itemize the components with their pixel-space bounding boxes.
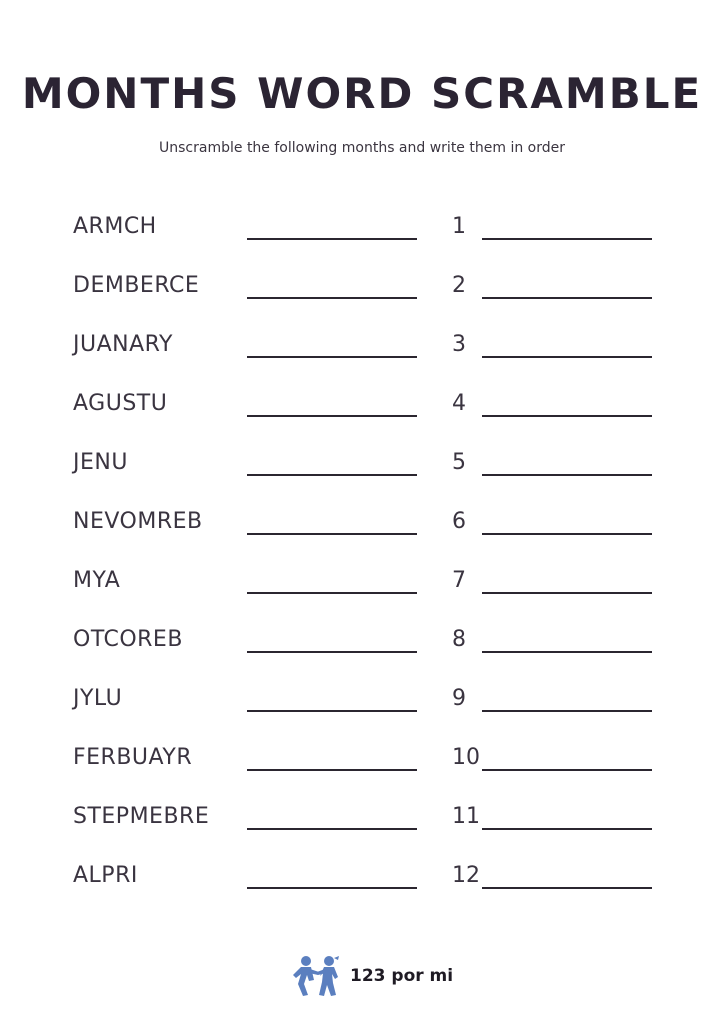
- unscramble-answer-line[interactable]: [247, 828, 417, 830]
- scramble-row: [0, 503, 724, 562]
- scramble-row: [0, 208, 724, 267]
- unscramble-answer-line[interactable]: [247, 297, 417, 299]
- order-answer-line[interactable]: [482, 710, 652, 712]
- unscramble-answer-line[interactable]: [247, 592, 417, 594]
- two-children-running-icon: [292, 954, 344, 998]
- order-number: 3: [452, 332, 466, 357]
- scrambled-word: JYLU: [73, 686, 123, 711]
- unscramble-answer-line[interactable]: [247, 769, 417, 771]
- scrambled-word: JUANARY: [73, 332, 173, 357]
- order-answer-line[interactable]: [482, 238, 652, 240]
- unscramble-answer-line[interactable]: [247, 887, 417, 889]
- page-subtitle: Unscramble the following months and write them in order: [159, 140, 565, 156]
- order-answer-line[interactable]: [482, 828, 652, 830]
- scrambled-word: JENU: [73, 450, 128, 475]
- scramble-row: [0, 385, 724, 444]
- order-answer-line[interactable]: [482, 533, 652, 535]
- page-title: MONTHS WORD SCRAMBLE: [21, 69, 703, 118]
- unscramble-answer-line[interactable]: [247, 415, 417, 417]
- order-number: 9: [452, 686, 466, 711]
- scramble-row: [0, 621, 724, 680]
- unscramble-answer-line[interactable]: [247, 533, 417, 535]
- order-number: 12: [452, 863, 480, 888]
- unscramble-answer-line[interactable]: [247, 710, 417, 712]
- order-answer-line[interactable]: [482, 415, 652, 417]
- order-answer-line[interactable]: [482, 769, 652, 771]
- scrambled-word: OTCOREB: [73, 627, 183, 652]
- order-answer-line[interactable]: [482, 592, 652, 594]
- order-number: 6: [452, 509, 466, 534]
- scrambled-word: ARMCH: [73, 214, 157, 239]
- order-number: 1: [452, 214, 466, 239]
- order-answer-line[interactable]: [482, 887, 652, 889]
- scrambled-word: AGUSTU: [73, 391, 168, 416]
- scramble-row: [0, 562, 724, 621]
- order-answer-line[interactable]: [482, 297, 652, 299]
- order-number: 11: [452, 804, 480, 829]
- scrambled-word: FERBUAYR: [73, 745, 193, 770]
- brand-name: 123 por mi: [350, 966, 454, 986]
- unscramble-answer-line[interactable]: [247, 238, 417, 240]
- scramble-row: [0, 326, 724, 385]
- scramble-row: [0, 739, 724, 798]
- order-number: 7: [452, 568, 466, 593]
- unscramble-answer-line[interactable]: [247, 356, 417, 358]
- scrambled-word: STEPMEBRE: [73, 804, 210, 829]
- scrambled-word: DEMBERCE: [73, 273, 200, 298]
- footer-brand: [292, 954, 453, 998]
- order-answer-line[interactable]: [482, 474, 652, 476]
- scrambled-word: MYA: [73, 568, 121, 593]
- unscramble-answer-line[interactable]: [247, 651, 417, 653]
- order-number: 4: [452, 391, 466, 416]
- unscramble-answer-line[interactable]: [247, 474, 417, 476]
- scrambled-word: ALPRI: [73, 863, 138, 888]
- order-number: 2: [452, 273, 466, 298]
- order-answer-line[interactable]: [482, 651, 652, 653]
- scramble-row: [0, 857, 724, 916]
- order-number: 8: [452, 627, 466, 652]
- order-answer-line[interactable]: [482, 356, 652, 358]
- order-number: 10: [452, 745, 480, 770]
- scramble-row: [0, 798, 724, 857]
- scramble-row: [0, 444, 724, 503]
- scramble-row: [0, 680, 724, 739]
- scramble-list: [0, 208, 724, 916]
- scramble-row: [0, 267, 724, 326]
- order-number: 5: [452, 450, 466, 475]
- scrambled-word: NEVOMREB: [73, 509, 203, 534]
